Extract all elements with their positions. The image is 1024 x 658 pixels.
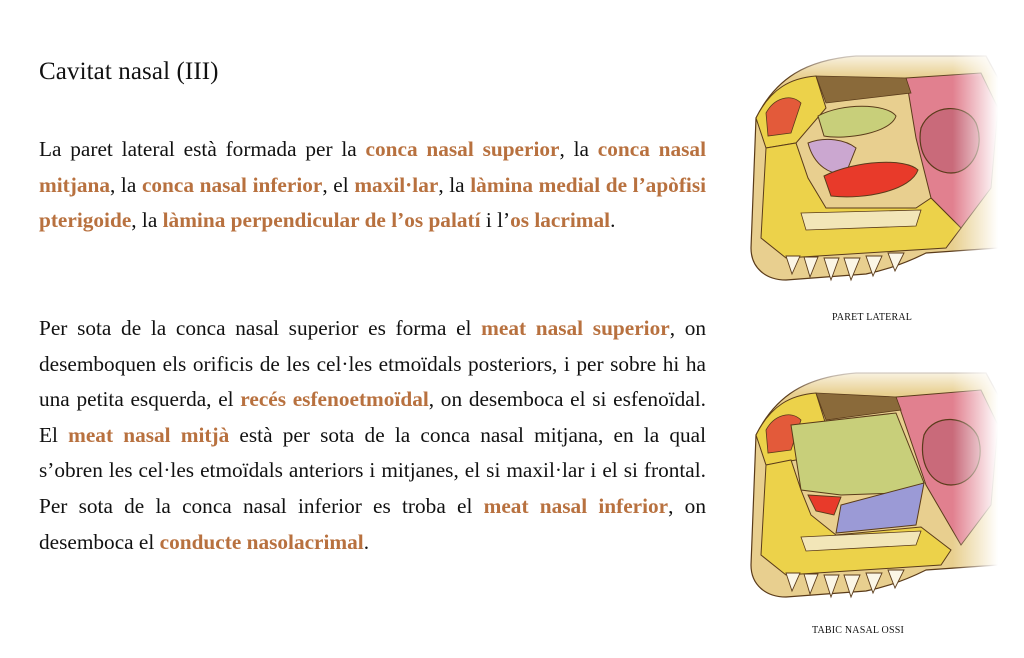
text: i l’ [480,208,511,233]
text: està per sota de la conca nasal mitjana, en la qual s’obren les cel·les etmoïdals anteriors i mitjanes, el si maxil·lar i el si frontal. Per sota de la conca nasal inferior es troba el [39,422,706,518]
term-inferior-concha: conca nasal inferior [141,172,323,197]
fade-top [746,48,998,290]
text: La paret lateral està formada per la [39,137,366,161]
text: Per sota de la conca nasal superior es forma el [39,316,482,340]
figure-lateral-wall [746,48,998,290]
term-middle-meatus: meat nasal mitjà [68,422,230,447]
term-perpendicular-plate-palatine: làmina perpendicular de l’os palatí [162,208,481,233]
text: , on desemboquen els orificis de les cel·les etmoïdals posteriors, i per sobre hi ha una petita esquerda, el [39,316,706,412]
figure-bony-septum [746,365,998,607]
paragraph-meatuses [39,311,706,560]
text: , on desemboca el si esfenoïdal. El [39,387,706,447]
term-lacrimal-bone: os lacrimal [510,208,611,233]
text: , la [109,172,142,197]
text: , la [131,208,163,233]
caption-lateral-wall: PARET LATERAL [831,312,913,323]
text: . [363,529,370,554]
term-maxilla: maxil·lar [354,172,439,197]
fade-top [746,365,998,607]
bony-septum-illustration [746,365,998,607]
term-superior-concha: conca nasal superior [365,137,560,161]
paragraph-lateral-wall [39,132,706,239]
page-title: Cavitat nasal (III) [39,58,219,85]
text: , la [438,172,471,197]
term-middle-concha: conca nasal mitjana [39,137,707,197]
text: . [610,208,616,233]
caption-bony-septum: TABIC NASAL OSSI [811,625,905,636]
text: , el [322,172,355,197]
term-superior-meatus: meat nasal superior [481,316,670,340]
term-inferior-meatus: meat nasal inferior [483,493,669,518]
lateral-wall-illustration [746,48,998,290]
text: , la [559,137,598,161]
term-nasolacrimal-duct: conducte nasolacrimal [159,529,364,554]
term-sphenoethmoidal-recess: recés esfenoetmoïdal [240,387,429,412]
text: , on desemboca el [39,493,706,554]
term-medial-pterygoid-plate: làmina medial de l’apòfisi pterigoide [39,172,707,233]
